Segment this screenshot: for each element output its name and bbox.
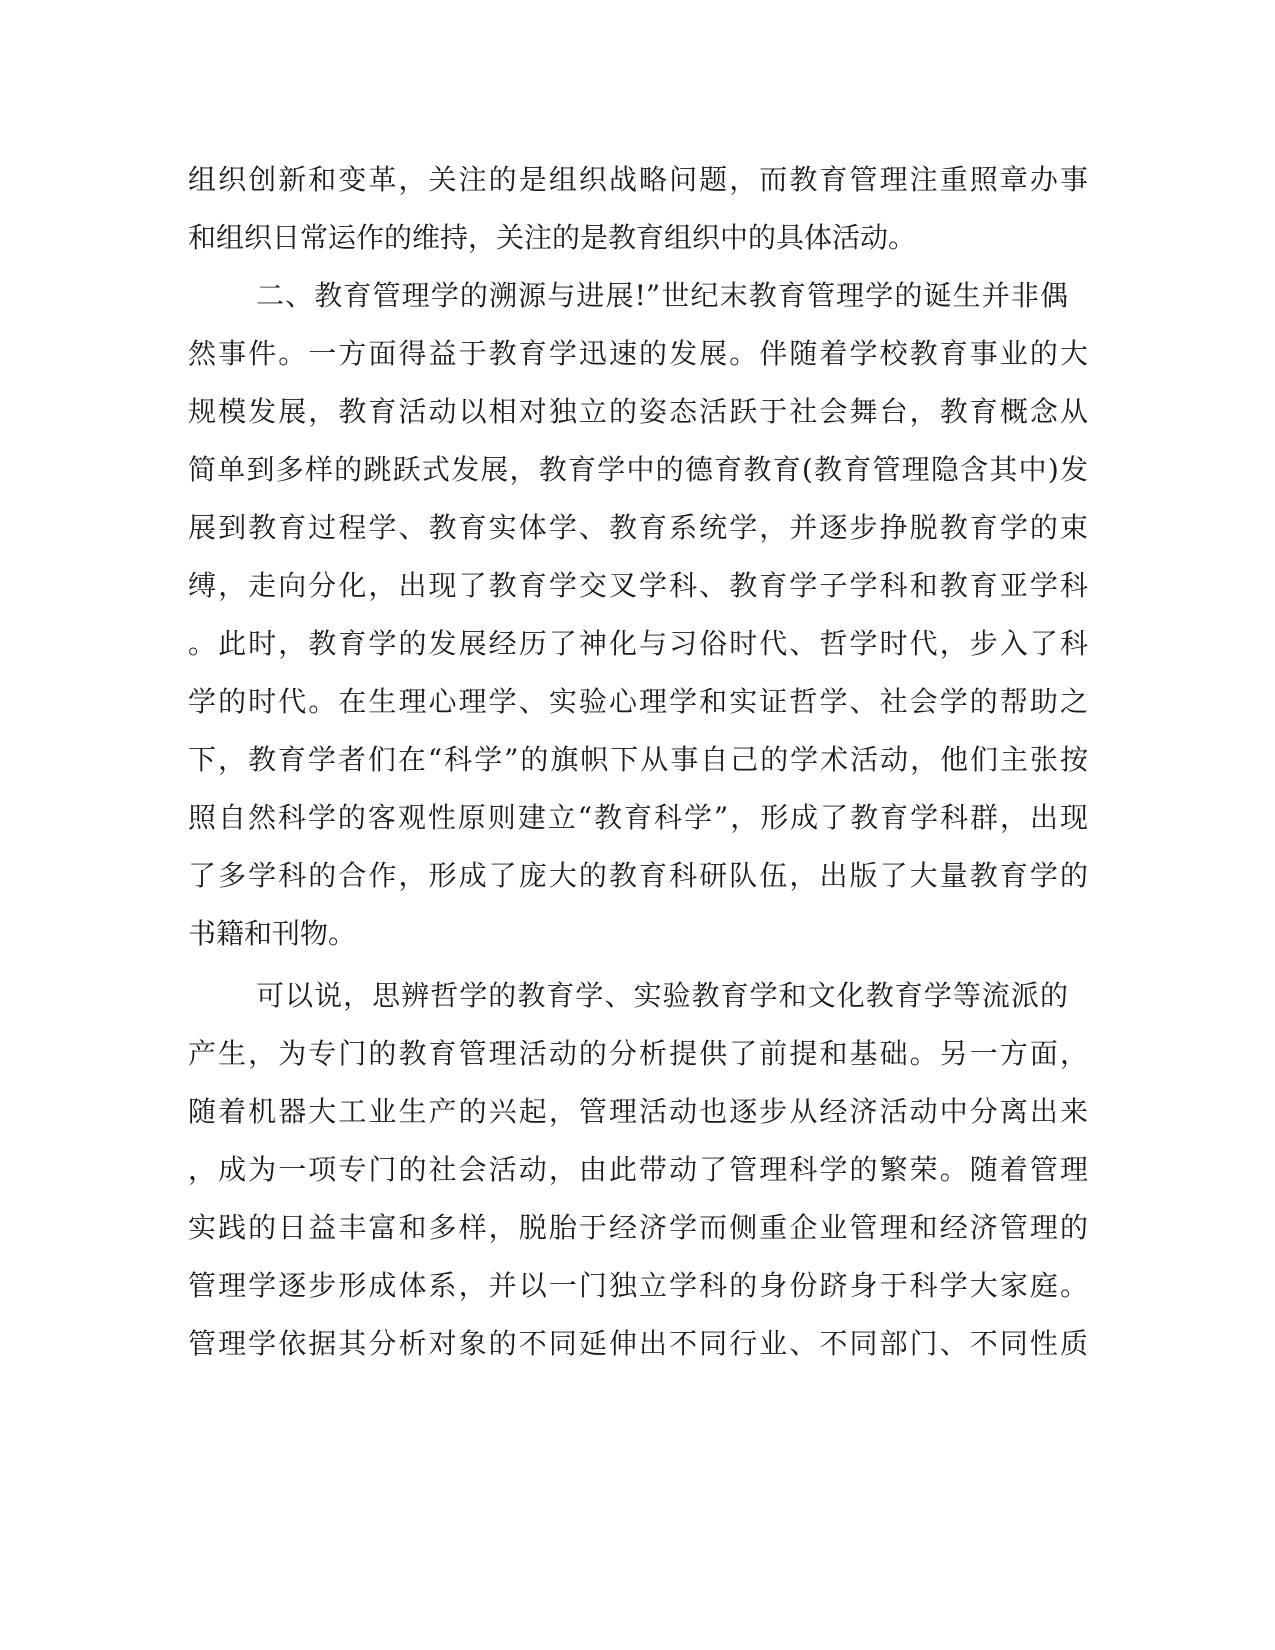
text-line: 下，教育学者们在“科学”的旗帜下从事自己的学术活动，他们主张按 xyxy=(188,743,1088,776)
text-line: 照自然科学的客观性原则建立“教育科学”，形成了教育学科群，出现 xyxy=(188,801,1088,834)
text-line: 实践的日益丰富和多样，脱胎于经济学而侧重企业管理和经济管理的 xyxy=(188,1211,1088,1244)
paragraph-start-line: 二、教育管理学的溯源与进展!”世纪末教育管理学的诞生并非偶 xyxy=(256,279,1068,312)
text-line: 书籍和刊物。 xyxy=(188,917,357,950)
text-line: 简单到多样的跳跃式发展，教育学中的德育教育(教育管理隐含其中)发 xyxy=(188,453,1088,486)
text-line: 。此时，教育学的发展经历了神化与习俗时代、哲学时代，步入了科 xyxy=(188,627,1088,660)
text-line: 然事件。一方面得益于教育学迅速的发展。伴随着学校教育事业的大 xyxy=(188,337,1088,370)
text-line: 产生，为专门的教育管理活动的分析提供了前提和基础。另一方面， xyxy=(188,1037,1088,1070)
text-line: 组织创新和变革，关注的是组织战略问题，而教育管理注重照章办事 xyxy=(188,163,1088,196)
text-line: ，成为一项专门的社会活动，由此带动了管理科学的繁荣。随着管理 xyxy=(188,1153,1088,1186)
text-line: 管理学依据其分析对象的不同延伸出不同行业、不同部门、不同性质 xyxy=(188,1327,1088,1360)
paragraph-start-line: 可以说，思辨哲学的教育学、实验教育学和文化教育学等流派的 xyxy=(256,979,1068,1012)
text-line: 管理学逐步形成体系，并以一门独立学科的身份跻身于科学大家庭。 xyxy=(188,1269,1088,1302)
text-line: 了多学科的合作，形成了庞大的教育科研队伍，出版了大量教育学的 xyxy=(188,859,1088,892)
text-line: 缚，走向分化，出现了教育学交叉学科、教育学子学科和教育亚学科 xyxy=(188,569,1088,602)
text-line: 和组织日常运作的维持，关注的是教育组织中的具体活动。 xyxy=(188,221,917,254)
text-line: 随着机器大工业生产的兴起，管理活动也逐步从经济活动中分离出来 xyxy=(188,1095,1088,1128)
text-line: 学的时代。在生理心理学、实验心理学和实证哲学、社会学的帮助之 xyxy=(188,685,1088,718)
text-line: 展到教育过程学、教育实体学、教育系统学，并逐步挣脱教育学的束 xyxy=(188,511,1088,544)
text-line: 规模发展，教育活动以相对独立的姿态活跃于社会舞台，教育概念从 xyxy=(188,395,1088,428)
